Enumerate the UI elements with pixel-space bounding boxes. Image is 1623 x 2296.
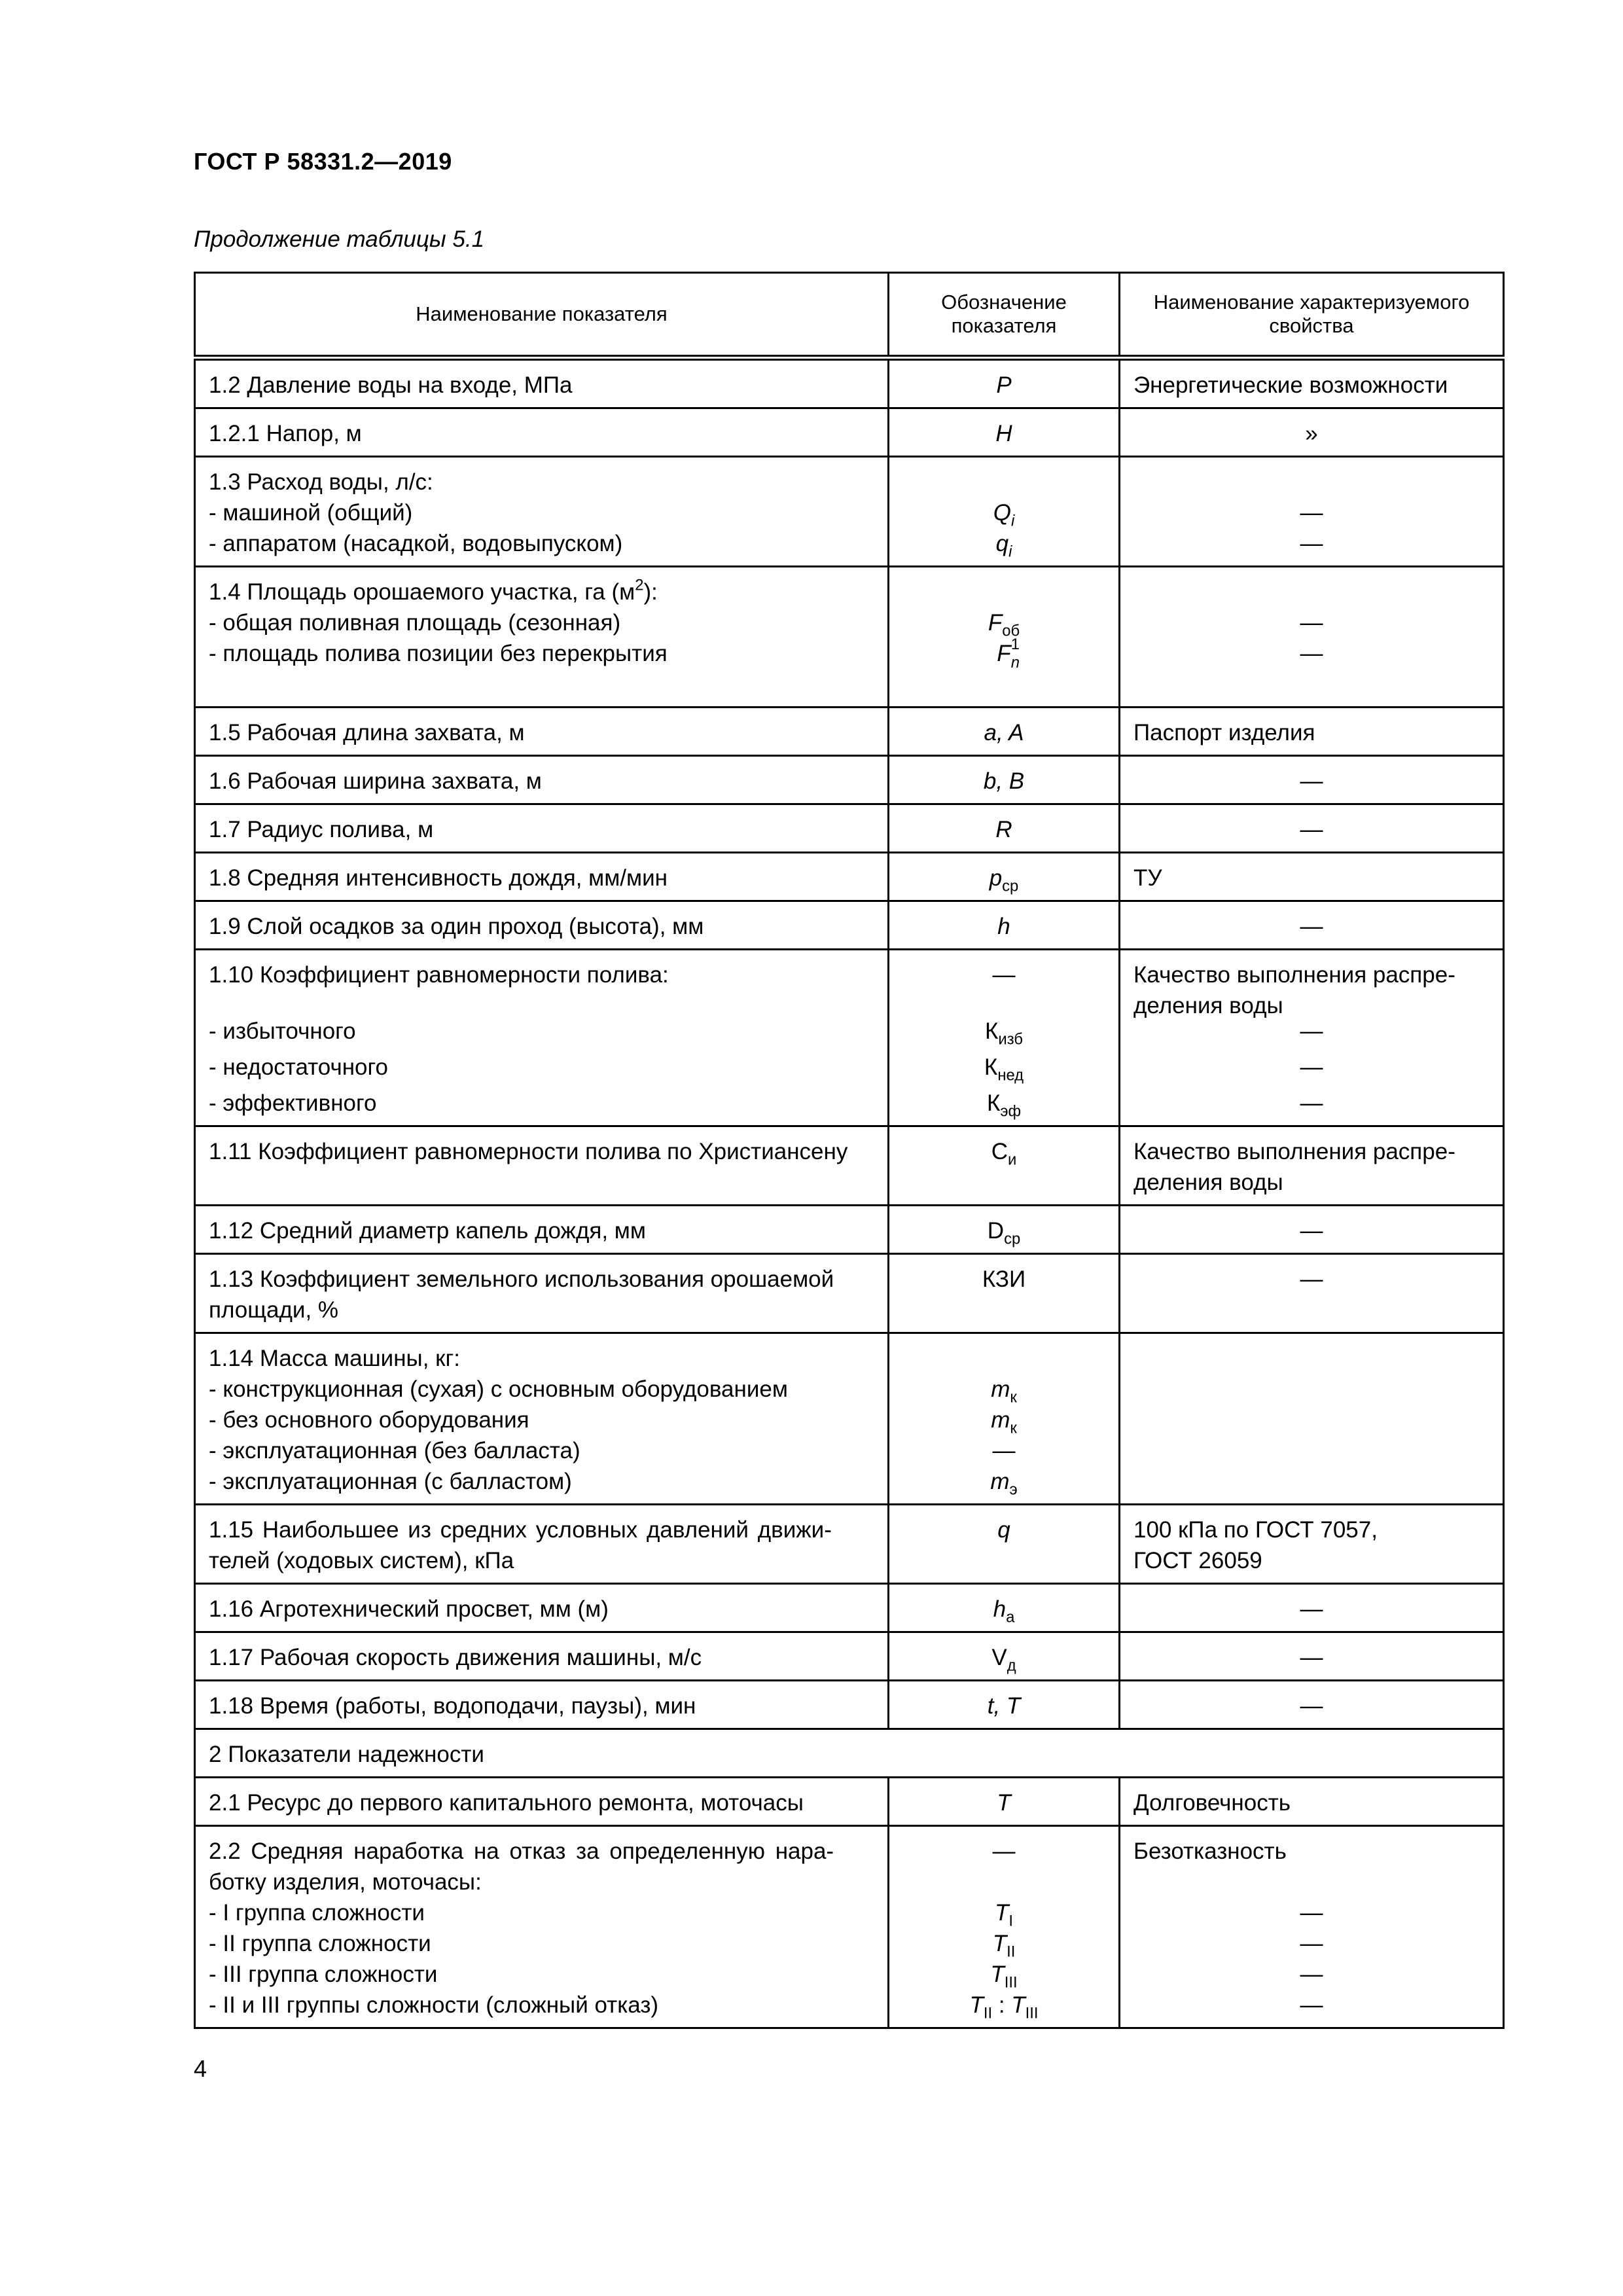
column-header-property: Наименование характеризуемого свойства bbox=[1120, 273, 1504, 358]
property-name: — bbox=[1300, 531, 1323, 556]
indicator-subitem: - аппаратом (насадкой, водовыпуском) bbox=[209, 528, 874, 559]
property-name: Безотказность bbox=[1133, 1839, 1287, 1864]
indicator-symbol: $К_{изб}$ bbox=[985, 1018, 1023, 1049]
indicator-name: 1.14 Масса машины, кг: bbox=[209, 1346, 460, 1371]
table-row bbox=[195, 853, 1504, 901]
property-name: ГОСТ 26059 bbox=[1133, 1548, 1262, 1573]
column-header-symbol: Обозначение показателя bbox=[889, 273, 1120, 358]
table-row bbox=[195, 1681, 1504, 1729]
indicator-symbol: $К_{нед}$ bbox=[984, 1054, 1024, 1085]
indicator-symbol: $T_{II}$ bbox=[992, 1931, 1016, 1961]
indicator-symbol: H bbox=[995, 421, 1012, 446]
indicator-symbol: $T_{III}$ bbox=[990, 1962, 1018, 1992]
property-name: — bbox=[1300, 610, 1323, 636]
indicator-symbol: $q_i$ bbox=[995, 531, 1012, 561]
table-header-row bbox=[195, 273, 1504, 358]
indicator-symbol: — bbox=[992, 1438, 1016, 1463]
indicator-symbol: h bbox=[997, 914, 1010, 939]
table-row bbox=[195, 950, 1504, 1126]
indicator-name: 1.6 Рабочая ширина захвата, м bbox=[209, 768, 542, 794]
property-name: — bbox=[1300, 1931, 1323, 1956]
indicator-symbol: a, A bbox=[984, 720, 1024, 745]
property-name: ТУ bbox=[1133, 865, 1162, 891]
indicator-subitem: - машиной (общий) bbox=[209, 497, 874, 528]
property-name: — bbox=[1300, 1090, 1323, 1116]
table-caption: Продолжение таблицы 5.1 bbox=[194, 226, 485, 252]
table-row bbox=[195, 358, 1504, 408]
indicator-subitem: - общая поливная площадь (сезонная) bbox=[209, 607, 874, 638]
indicator-subitem: - эффективного bbox=[209, 1088, 874, 1119]
indicator-name: 2.1 Ресурс до первого капитального ремонта, моточасы bbox=[209, 1790, 804, 1816]
indicator-subitem: - эксплуатационная (без балласта) bbox=[209, 1435, 874, 1466]
indicator-name: 1.2.1 Напор, м bbox=[209, 421, 362, 446]
indicator-symbol: $T_{II}$ : $T_{III}$ bbox=[969, 1992, 1039, 2022]
indicator-name-cont: телей (ходовых систем), кПа bbox=[209, 1548, 514, 1573]
indicator-symbol: t, T bbox=[987, 1693, 1021, 1719]
table-row bbox=[195, 1584, 1504, 1632]
property-name: — bbox=[1300, 1962, 1323, 1987]
indicator-symbol: P bbox=[996, 372, 1012, 398]
section-title: 2 Показатели надежности bbox=[209, 1742, 484, 1767]
property-name: — bbox=[1300, 914, 1323, 939]
indicator-symbol: КЗИ bbox=[982, 1266, 1026, 1292]
property-name: — bbox=[1300, 1054, 1323, 1080]
indicator-symbol: R bbox=[995, 817, 1012, 842]
indicator-symbol: $С_и$ bbox=[991, 1139, 1017, 1169]
indicator-subitem: - II группа сложности bbox=[209, 1928, 874, 1959]
property-name: — bbox=[1300, 1018, 1323, 1044]
property-name: — bbox=[1300, 1900, 1323, 1926]
indicator-name: 1.16 Агротехнический просвет, мм (м) bbox=[209, 1596, 609, 1622]
indicator-name: 1.11 Коэффициент равномерности полива по Христиансену bbox=[209, 1139, 848, 1164]
indicator-symbol: b, B bbox=[983, 768, 1025, 794]
indicator-symbol: $m_к$ bbox=[991, 1407, 1017, 1437]
indicator-name: 1.17 Рабочая скорость движения машины, м/с bbox=[209, 1645, 702, 1670]
property-name: — bbox=[1300, 768, 1323, 794]
indicator-subitem: - эксплуатационная (с балластом) bbox=[209, 1466, 874, 1497]
indicator-symbol: $D_{ср}$ bbox=[987, 1218, 1021, 1248]
property-name: » bbox=[1305, 421, 1318, 446]
indicator-name: 1.15 Наибольшее из средних условных давлений движи- bbox=[209, 1517, 832, 1543]
table-row bbox=[195, 756, 1504, 804]
table-row bbox=[195, 901, 1504, 950]
table-row bbox=[195, 1206, 1504, 1254]
document-code: ГОСТ Р 58331.2—2019 bbox=[194, 148, 452, 175]
indicator-name: 1.7 Радиус полива, м bbox=[209, 817, 434, 842]
table-row bbox=[195, 1126, 1504, 1206]
property-name: деления воды bbox=[1133, 993, 1283, 1018]
table-section-row bbox=[195, 1729, 1504, 1778]
indicator-name: 1.3 Расход воды, л/с: bbox=[209, 469, 433, 495]
property-name: Энергетические возможности bbox=[1133, 372, 1448, 398]
table-row bbox=[195, 1826, 1504, 2028]
property-name: — bbox=[1300, 817, 1323, 842]
indicator-name: 1.18 Время (работы, водоподачи, паузы), мин bbox=[209, 1693, 696, 1719]
indicator-symbol: $m_э$ bbox=[990, 1469, 1018, 1499]
property-name: — bbox=[1300, 1218, 1323, 1244]
indicator-subitem: - недостаточного bbox=[209, 1052, 874, 1083]
property-name: — bbox=[1300, 1693, 1323, 1719]
indicator-subitem: - III группа сложности bbox=[209, 1959, 874, 1990]
page-number: 4 bbox=[194, 2055, 207, 2082]
table-row bbox=[195, 1632, 1504, 1681]
indicator-subitem: - I группа сложности bbox=[209, 1897, 874, 1928]
indicator-name: 1.13 Коэффициент земельного использования орошаемой bbox=[209, 1266, 834, 1292]
indicator-symbol: $h_а$ bbox=[993, 1596, 1015, 1626]
table-row bbox=[195, 708, 1504, 756]
indicator-subitem: - II и III группы сложности (сложный отказ) bbox=[209, 1990, 874, 2020]
table-row bbox=[195, 1778, 1504, 1826]
indicator-name: 1.8 Средняя интенсивность дождя, мм/мин bbox=[209, 865, 668, 891]
property-name: Долговечность bbox=[1133, 1790, 1291, 1816]
indicator-name: 1.9 Слой осадков за один проход (высота), мм bbox=[209, 914, 704, 939]
indicator-subitem: - конструкционная (сухая) с основным оборудованием bbox=[209, 1374, 874, 1405]
indicator-symbol: q bbox=[997, 1517, 1010, 1543]
indicator-symbol: — bbox=[992, 1839, 1016, 1864]
property-name: — bbox=[1300, 500, 1323, 526]
property-name: — bbox=[1300, 1596, 1323, 1622]
property-name: деления воды bbox=[1133, 1170, 1283, 1195]
indicator-symbol: — bbox=[992, 962, 1016, 988]
table-row bbox=[195, 1333, 1504, 1505]
table-row bbox=[195, 1254, 1504, 1333]
indicator-name: 1.4 Площадь орошаемого участка, га $(м^2)$: bbox=[209, 576, 658, 605]
indicator-symbol: $V_д$ bbox=[991, 1645, 1016, 1675]
indicator-name: 2.2 Средняя наработка на отказ за определенную нара- bbox=[209, 1839, 834, 1864]
indicator-subitem: - площадь полива позиции без перекрытия bbox=[209, 638, 874, 669]
property-name: — bbox=[1300, 1992, 1323, 2018]
indicator-name: 1.10 Коэффициент равномерности полива: bbox=[209, 962, 669, 988]
indicator-name: 1.2 Давление воды на входе, МПа bbox=[209, 372, 573, 398]
indicator-subitem: - без основного оборудования bbox=[209, 1405, 874, 1435]
indicator-subitem: - избыточного bbox=[209, 1016, 874, 1047]
property-name: — bbox=[1300, 641, 1323, 666]
indicator-symbol: $p_{ср}$ bbox=[989, 865, 1019, 895]
property-name: — bbox=[1300, 1645, 1323, 1670]
indicator-symbol: T bbox=[997, 1790, 1011, 1816]
indicator-name-cont: ботку изделия, моточасы: bbox=[209, 1869, 482, 1895]
property-name: — bbox=[1300, 1266, 1323, 1292]
indicator-name: 1.5 Рабочая длина захвата, м bbox=[209, 720, 525, 745]
property-name: Паспорт изделия bbox=[1133, 720, 1315, 745]
table-row bbox=[195, 804, 1504, 853]
indicator-symbol: $Q_i$ bbox=[993, 500, 1015, 530]
indicator-symbol: $К_{эф}$ bbox=[986, 1090, 1022, 1121]
indicator-symbol: $T_I$ bbox=[994, 1900, 1013, 1930]
indicator-name: 1.12 Средний диаметр капель дождя, мм bbox=[209, 1218, 646, 1244]
indicator-symbol: F 1 n bbox=[997, 636, 1020, 672]
table-row bbox=[195, 1505, 1504, 1584]
property-name: Качество выполнения распре- bbox=[1133, 1139, 1455, 1164]
table-row bbox=[195, 457, 1504, 567]
indicator-symbol: $F_{об}$ bbox=[988, 610, 1020, 640]
indicator-symbol: $m_к$ bbox=[991, 1376, 1017, 1407]
property-name: Качество выполнения распре- bbox=[1133, 962, 1455, 988]
table-row bbox=[195, 408, 1504, 457]
column-header-name: Наименование показателя bbox=[195, 273, 889, 358]
table-row bbox=[195, 567, 1504, 708]
property-name: 100 кПа по ГОСТ 7057, bbox=[1133, 1517, 1378, 1543]
indicators-table bbox=[194, 272, 1505, 2029]
indicator-name-cont: площади, % bbox=[209, 1297, 339, 1323]
